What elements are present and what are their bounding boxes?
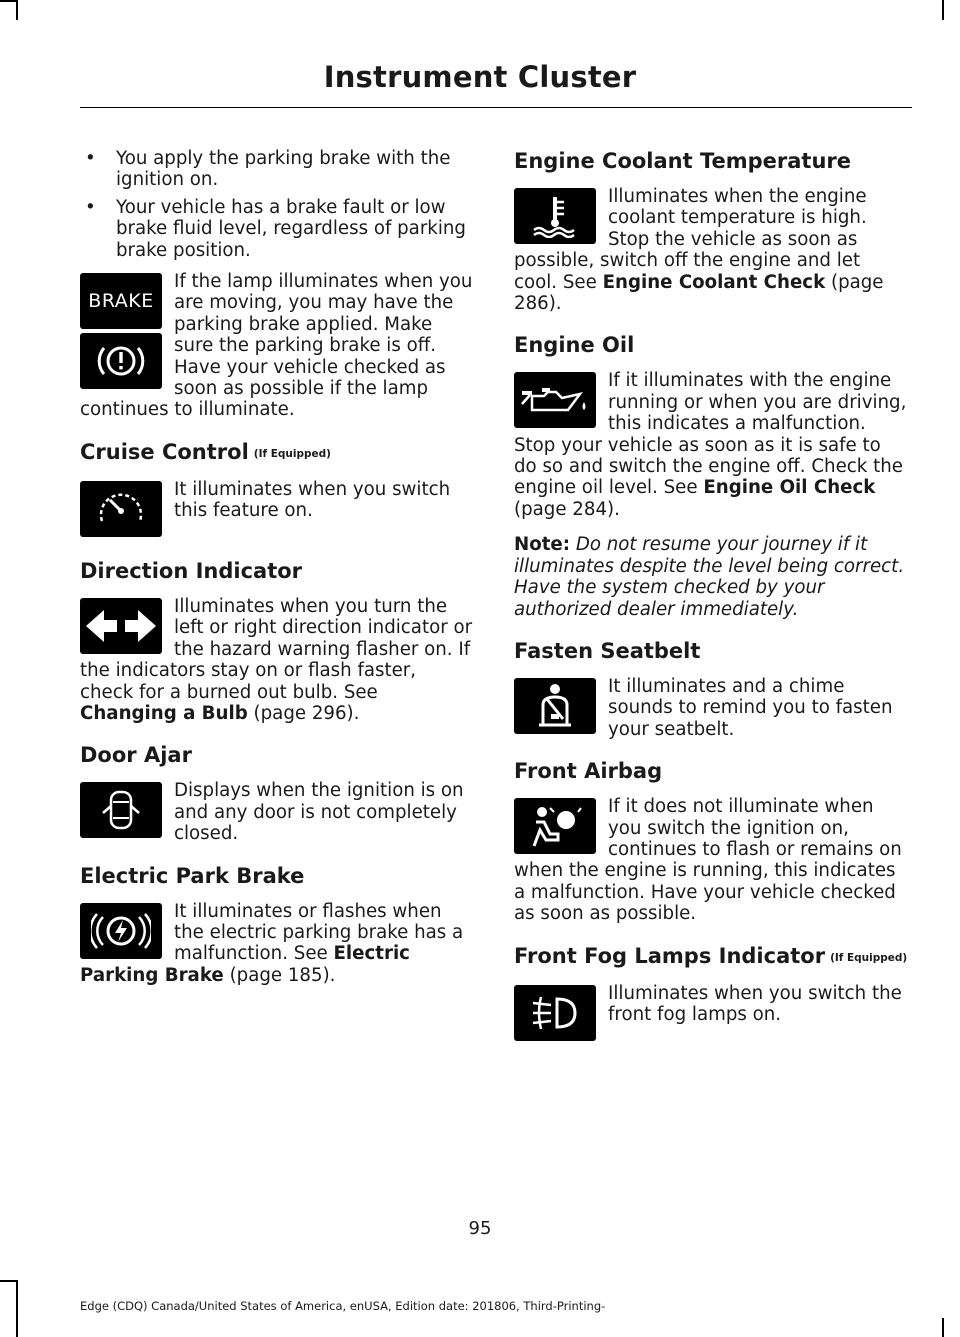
right-column bbox=[514, 148, 908, 1044]
brake-warning-entry bbox=[80, 271, 474, 421]
heading-electric-park-brake: Electric Park Brake bbox=[80, 863, 305, 888]
direction-entry bbox=[80, 596, 474, 724]
fog-text: Illuminates when you switch the front fog lamps on. bbox=[608, 982, 902, 1025]
link-engine-coolant-check[interactable]: Engine Coolant Check bbox=[602, 271, 826, 293]
heading-cruise-control: Cruise Control (If Equipped) bbox=[80, 439, 331, 464]
bullet-item: • You apply the parking brake with the ignition on. bbox=[80, 148, 474, 191]
brake-text-icon: BRAKE bbox=[80, 273, 162, 329]
cruise-text: It illuminates when you switch this feature on. bbox=[174, 478, 451, 522]
door-text: Displays when the ignition is on and any door is not completely closed. bbox=[174, 780, 464, 845]
epb-entry bbox=[80, 901, 474, 987]
page-title: Instrument Cluster bbox=[323, 60, 637, 94]
left-column bbox=[80, 148, 474, 986]
page-number: 95 bbox=[468, 1218, 492, 1239]
link-engine-oil-check[interactable]: Engine Oil Check bbox=[703, 477, 876, 499]
oil-note: Note: Do not resume your journey if it illuminates despite the level being correct. Have the system checked by your authorized dealer immediately. bbox=[514, 534, 905, 620]
brake-paragraph: If the lamp illuminates when you are moving, you may have the parking brake applied. Make sure the parking brake is off. Have your vehicle checked as soon as possible if the lamp continues to illuminate. bbox=[80, 271, 473, 421]
footer-edition: Edge (CDQ) Canada/United States of America, enUSA, Edition date: 201806, Third-Printing- bbox=[80, 1299, 606, 1313]
airbag-entry bbox=[514, 796, 908, 924]
link-electric-parking-brake[interactable]: Electric Parking Brake bbox=[80, 943, 410, 986]
oil-text: If it illuminates with the engine running or when you are driving, this indicates a malfunction. Stop your vehicle as soon as it is safe to do so and switch the engine off. Check the engine oil level. See Engine Oil Check (page 284). bbox=[514, 370, 907, 520]
direction-arrows-icon bbox=[80, 598, 162, 654]
airbag-icon bbox=[514, 798, 596, 854]
oil-can-icon bbox=[514, 372, 596, 428]
fog-entry bbox=[514, 983, 908, 1044]
coolant-text: Illuminates when the engine coolant temperature is high. Stop the vehicle as soon as possible, switch off the engine and let cool. See Engine Coolant Check (page 286). bbox=[514, 186, 884, 315]
crop-mark-bottom-right bbox=[942, 1318, 944, 1337]
seatbelt-text: It illuminates and a chime sounds to remind you to fasten your seatbelt. bbox=[608, 675, 893, 740]
heading-front-airbag: Front Airbag bbox=[514, 759, 663, 784]
heading-engine-oil: Engine Oil bbox=[514, 333, 635, 358]
heading-front-fog-lamps: Front Fog Lamps Indicator (If Equipped) bbox=[514, 943, 908, 968]
cruise-entry bbox=[80, 479, 474, 540]
bullet-list bbox=[80, 148, 474, 261]
door-entry bbox=[80, 780, 474, 844]
heading-door-ajar: Door Ajar bbox=[80, 743, 192, 768]
coolant-entry bbox=[514, 186, 908, 314]
link-changing-a-bulb[interactable]: Changing a Bulb bbox=[80, 702, 248, 724]
seatbelt-entry bbox=[514, 676, 908, 740]
brake-warning-icon bbox=[80, 333, 162, 389]
door-ajar-icon bbox=[80, 782, 162, 838]
heading-fasten-seatbelt: Fasten Seatbelt bbox=[514, 638, 701, 663]
heading-engine-coolant: Engine Coolant Temperature bbox=[514, 149, 852, 173]
speedometer-icon bbox=[80, 481, 162, 537]
seatbelt-icon bbox=[514, 678, 596, 734]
epb-text: It illuminates or flashes when the electric parking brake has a malfunction. See Electric Parking Brake (page 185). bbox=[80, 900, 464, 986]
crop-mark-top-left-v bbox=[16, 0, 18, 20]
bullet-item: • Your vehicle has a brake fault or low brake fluid level, regardless of parking brake position. bbox=[80, 197, 474, 261]
header-rule bbox=[80, 107, 912, 108]
oil-entry bbox=[514, 370, 908, 520]
brake-icon-stack bbox=[80, 273, 162, 393]
airbag-text: If it does not illuminate when you switch the ignition on, continues to flash or remains on when the engine is running, this indicates a malfunction. Have your vehicle checked as soon as possible. bbox=[514, 796, 902, 925]
coolant-temperature-icon bbox=[514, 188, 596, 244]
crop-mark-top-right bbox=[942, 0, 944, 20]
crop-mark-bottom-left-v bbox=[16, 1280, 18, 1337]
heading-direction-indicator: Direction Indicator bbox=[80, 558, 303, 583]
electric-park-brake-icon bbox=[80, 903, 162, 959]
fog-lamp-icon bbox=[514, 985, 596, 1041]
direction-text: Illuminates when you turn the left or right direction indicator or the hazard warning flasher on. If the indicators stay on or flash faster, check for a burned out bulb. See Changing a Bulb (page 296). bbox=[80, 595, 473, 724]
